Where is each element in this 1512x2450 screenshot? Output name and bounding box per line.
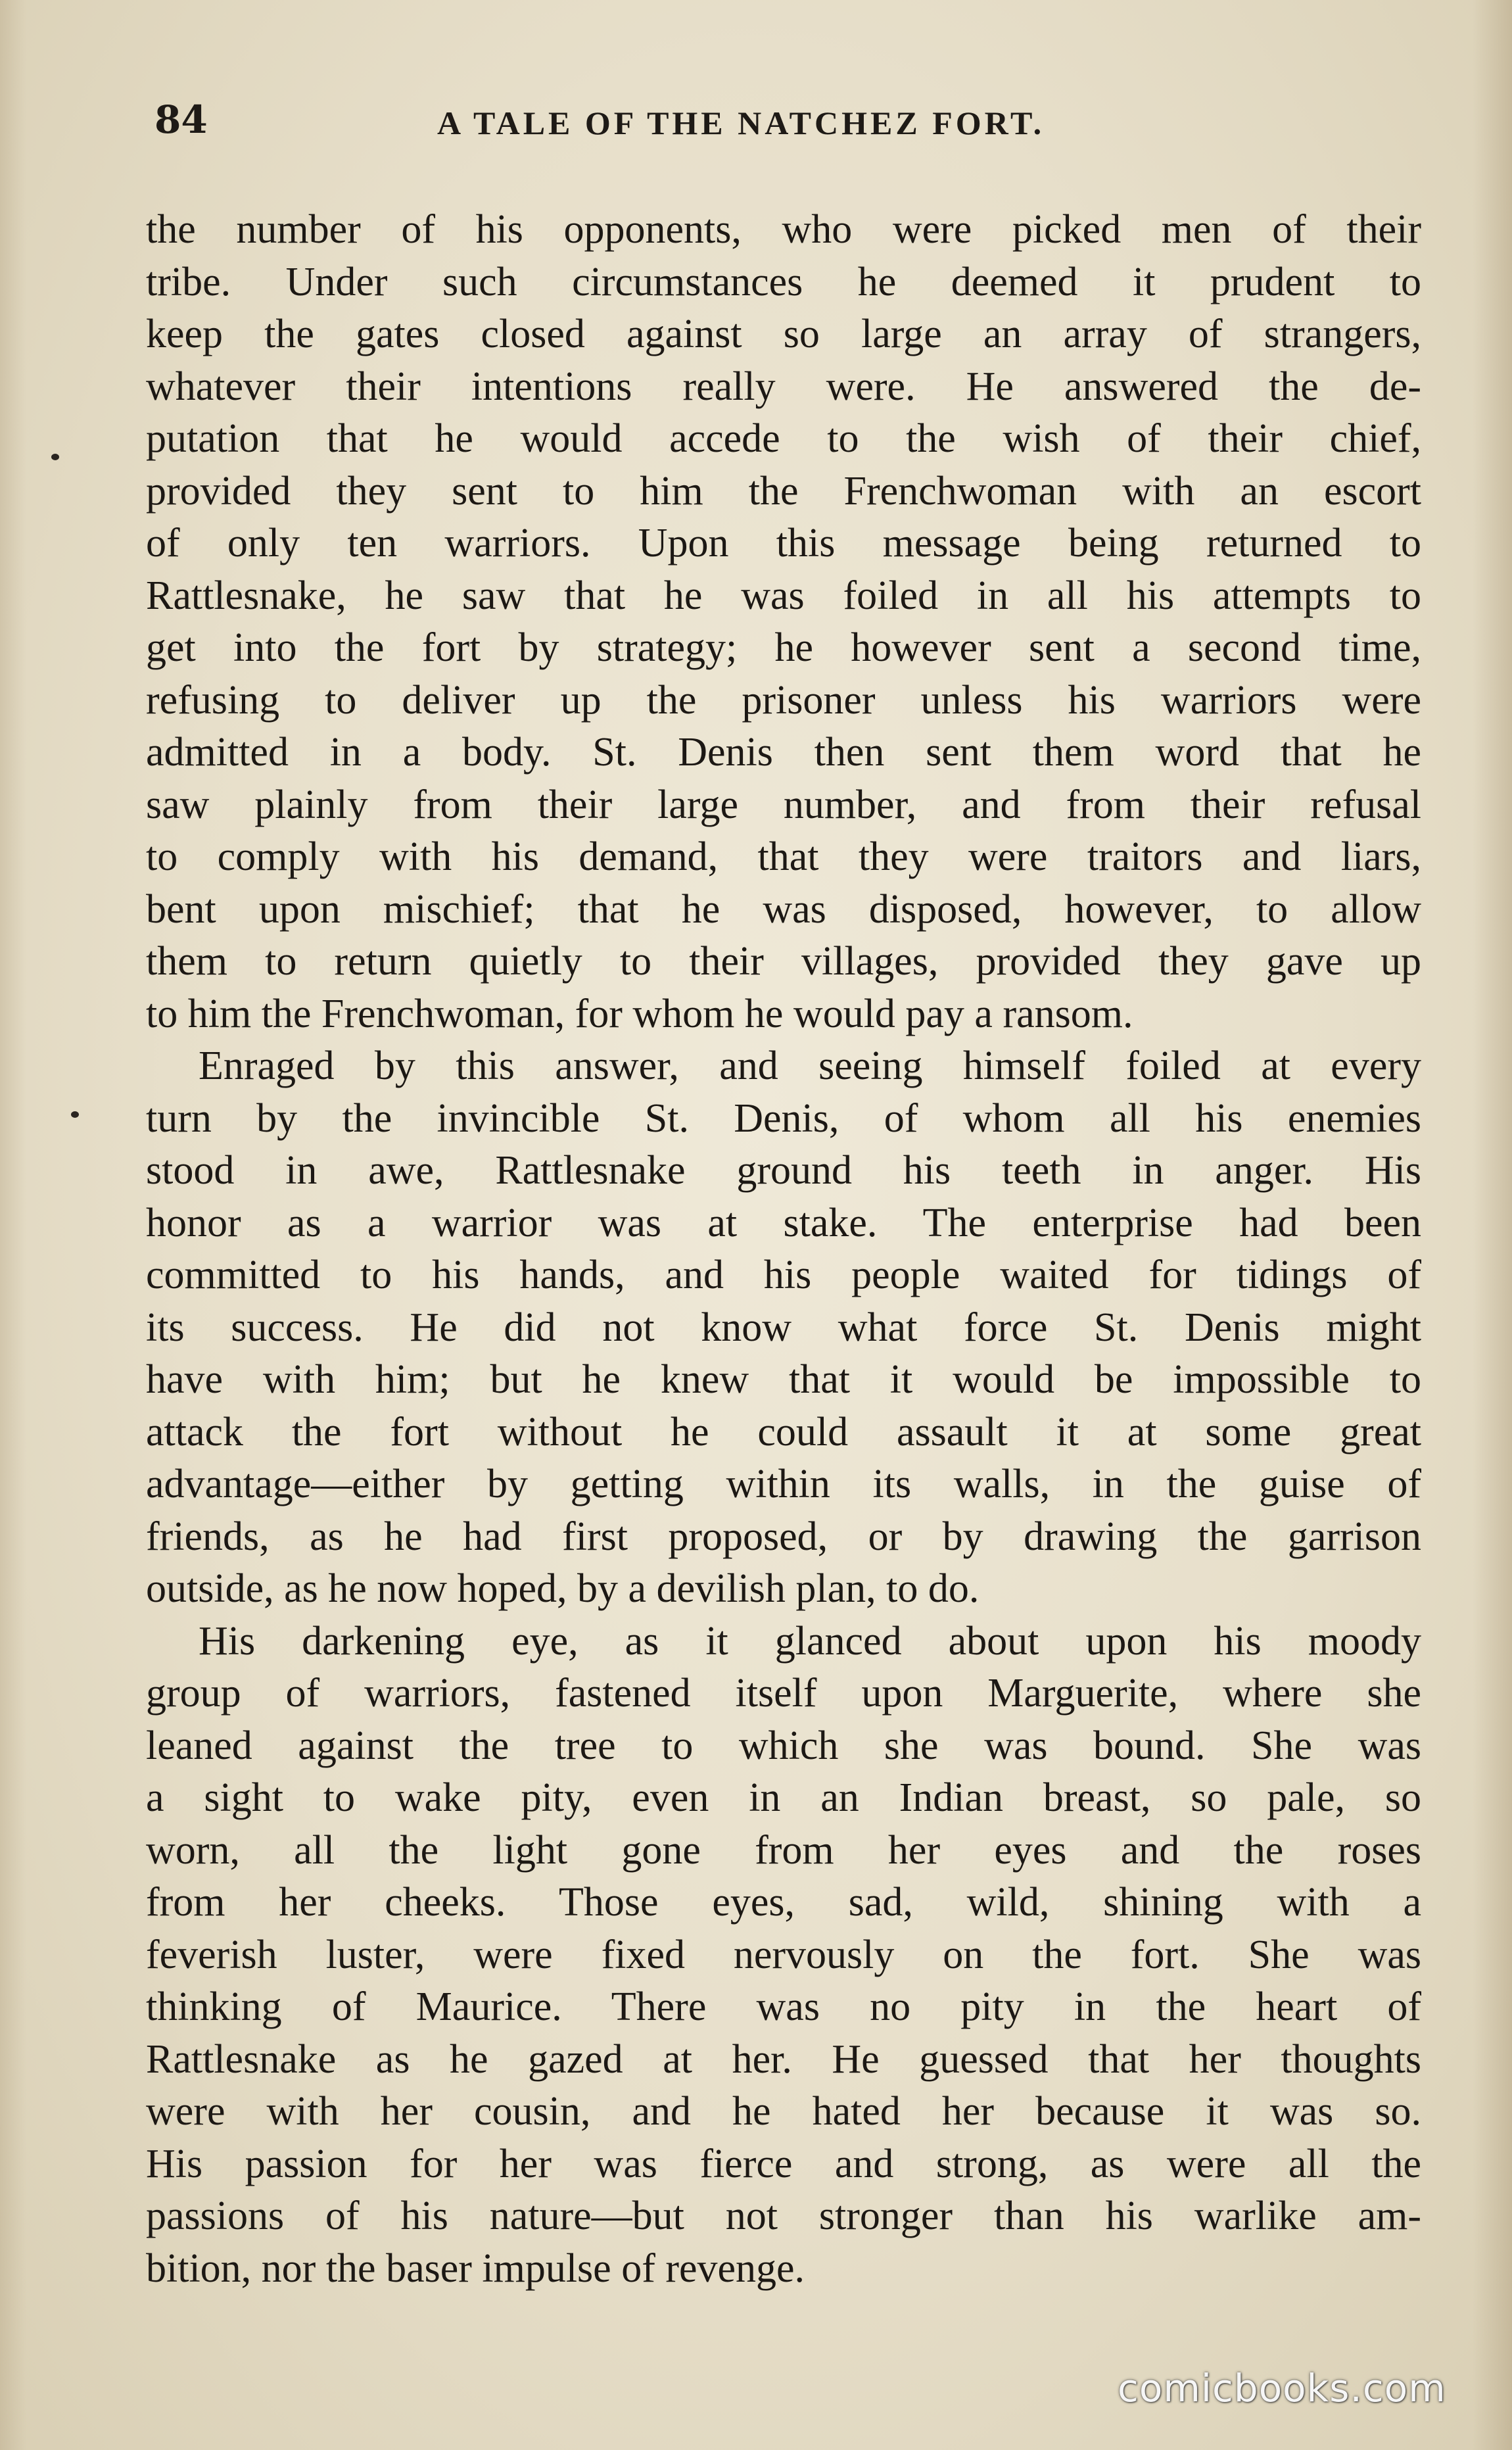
text-line: admitted in a body. St. Denis then sent them word that he xyxy=(146,730,1421,775)
text-line: turn by the invincible St. Denis, of whom all his enemies xyxy=(146,1095,1421,1141)
text-line: worn, all the light gone from her eyes and the roses xyxy=(146,1827,1421,1873)
text-line: committed to his hands, and his people waited for tidings of xyxy=(146,1253,1421,1297)
text-line: group of warriors, fastened itself upon Marguerite, where she xyxy=(146,1671,1421,1716)
text-line: Rattlesnake, he saw that he was foiled in all his attempts to xyxy=(146,573,1421,618)
text-line: to comply with his demand, that they were traitors and liars, xyxy=(146,834,1421,879)
page-number: 84 xyxy=(154,97,208,142)
text-line: bent upon mischief; that he was disposed, however, to allow xyxy=(146,886,1421,932)
text-line: them to return quietly to their villages, provided they gave up xyxy=(146,939,1421,984)
text-line: a sight to wake pity, even in an Indian breast, so pale, so xyxy=(146,1775,1421,1820)
text-line: whatever their intentions really were. He answered the de- xyxy=(146,364,1421,409)
text-line: advantage—either by getting within its walls, in the guise of xyxy=(146,1462,1421,1506)
text-line: friends, as he had first proposed, or by drawing the garrison xyxy=(146,1514,1421,1559)
page-header xyxy=(154,97,1423,156)
text-line: its success. He did not know what force St. Denis might xyxy=(146,1305,1421,1350)
watermark: comicbooks.com xyxy=(1118,2366,1446,2411)
ink-speck xyxy=(71,1111,79,1118)
text-line: stood in awe, Rattlesnake ground his teeth in anger. His xyxy=(146,1148,1421,1193)
text-line: from her cheeks. Those eyes, sad, wild, shining with a xyxy=(146,1880,1421,1925)
text-line: were with her cousin, and he hated her because it was so. xyxy=(146,2089,1421,2134)
text-line: refusing to deliver up the prisoner unless his warriors were xyxy=(146,677,1421,723)
text-line: His passion for her was fierce and strong, as were all the xyxy=(146,2141,1421,2186)
text-line: passions of his nature—but not stronger than his warlike am- xyxy=(146,2194,1421,2238)
text-line: get into the fort by strategy; he however sent a second time, xyxy=(146,625,1421,670)
text-line: keep the gates closed against so large an array of strangers, xyxy=(146,312,1421,356)
text-line: leaned against the tree to which she was bound. She was xyxy=(146,1723,1421,1768)
text-line: tribe. Under such circumstances he deemed it prudent to xyxy=(146,259,1421,304)
running-head: A TALE OF THE NATCHEZ FORT. xyxy=(437,105,1045,141)
page-edge-shadow-left xyxy=(0,0,26,2450)
text-line: the number of his opponents, who were picked men of their xyxy=(146,207,1421,252)
text-line: outside, as he now hoped, by a devilish plan, to do. xyxy=(146,1566,980,1611)
ink-speck xyxy=(51,454,59,460)
text-line: putation that he would accede to the wish of their chief, xyxy=(146,416,1421,461)
text-line: saw plainly from their large number, and from their refusal xyxy=(146,782,1421,827)
text-line: attack the fort without he could assault it at some great xyxy=(146,1409,1421,1454)
text-line: to him the Frenchwoman, for whom he would pay a ransom. xyxy=(146,991,1133,1036)
text-line: have with him; but he knew that it would be impossible to xyxy=(146,1357,1421,1402)
text-line: of only ten warriors. Upon this message being returned to xyxy=(146,521,1421,565)
page-edge-shadow-right xyxy=(1473,0,1512,2450)
text-line: His darkening eye, as it glanced about upon his moody xyxy=(199,1618,1421,1664)
text-line: honor as a warrior was at stake. The enterprise had been xyxy=(146,1200,1421,1245)
text-line: provided they sent to him the Frenchwoman with an escort xyxy=(146,468,1421,514)
text-line: Rattlesnake as he gazed at her. He guessed that her thoughts xyxy=(146,2036,1421,2082)
body-text xyxy=(146,204,1421,2295)
text-line: thinking of Maurice. There was no pity in the heart of xyxy=(146,1984,1421,2029)
text-line: Enraged by this answer, and seeing himself foiled at every xyxy=(199,1044,1421,1088)
text-line: bition, nor the baser impulse of revenge. xyxy=(146,2246,805,2291)
text-line: feverish luster, were fixed nervously on the fort. She was xyxy=(146,1932,1421,1977)
